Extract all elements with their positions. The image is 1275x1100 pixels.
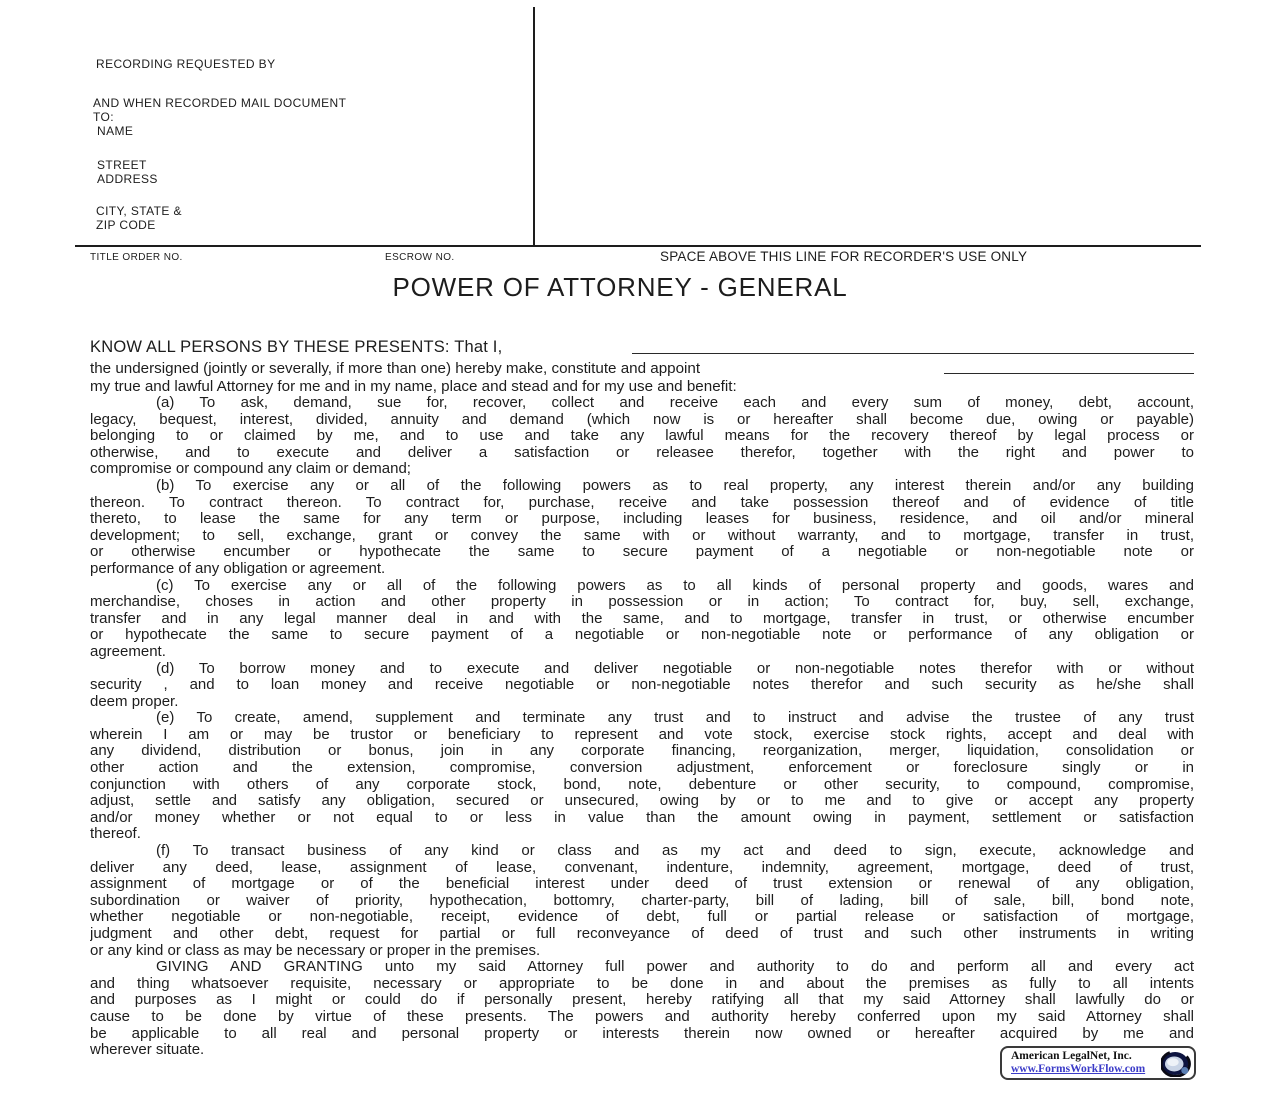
- recorder-use-only-notice: SPACE ABOVE THIS LINE FOR RECORDER'S USE ONLY: [660, 249, 1028, 264]
- opening-line-1: [90, 331, 1194, 357]
- vendor-badge-text: [1011, 1050, 1161, 1076]
- body-line: transfer and in any legal manner deal in and with the same, and to mortgage, transfer in trust, or otherwise encumber: [90, 610, 1194, 627]
- body-line: performance of any obligation or agreement.: [90, 560, 386, 577]
- body-line: or any kind or class as may be necessary or proper in the premises.: [90, 942, 541, 959]
- vendor-company-name: American LegalNet, Inc.: [1011, 1050, 1132, 1062]
- mail-document-to-label: [93, 97, 346, 124]
- body-line: thereto, to lease the same for any term or purpose, including leases for business, residence, and oil and/or mineral: [90, 511, 1194, 528]
- body-line: other action and the extension, compromise, conversion adjustment, enforcement or foreclosure singly or in: [90, 760, 1194, 777]
- body-line: GIVING AND GRANTING unto my said Attorney full power and authority to do and perform all and every act: [156, 959, 1194, 976]
- body-line: any dividend, distribution or bonus, join in any corporate financing, reorganization, merger, liquidation, consolidation or: [90, 743, 1194, 760]
- body-line: subordination or waiver of priority, hypothecation, bottomry, charter-party, bill of lading, bill of sale, bill, bond note,: [90, 892, 1194, 909]
- body-line: wherein I am or may be trustor or beneficiary to represent and vote stock, exercise stock rights, accept and deal with: [90, 726, 1194, 743]
- body-line: development; to sell, exchange, grant or convey the same with or without warranty, and to mortgage, transfer in trust,: [90, 527, 1194, 544]
- opening-line-2-text: the undersigned (jointly or severally, if more than one) hereby make, constitute and appoint: [90, 360, 701, 377]
- body-line: security , and to loan money and receive negotiable or non-negotiable notes therefor and such security as he/she shall: [90, 677, 1194, 694]
- body-line: thereon. To contract thereon. To contract for, purchase, receive and take possession thereof and of evidence of title: [90, 494, 1194, 511]
- city-state-zip-line1: CITY, STATE &: [96, 204, 182, 218]
- body-line: (b) To exercise any or all of the following powers as to real property, any interest therein and/or any building: [156, 477, 1194, 494]
- vendor-website-link[interactable]: www.FormsWorkFlow.com: [1011, 1063, 1146, 1075]
- body-line: and purposes as I might or could do if personally present, hereby ratifying all that my said Attorney shall lawfully do or: [90, 992, 1194, 1009]
- body-line: legacy, bequest, interest, divided, annuity and demand (which now is or hereafter shall become due, owing or payable): [90, 411, 1194, 428]
- mail-document-to-line2: TO:: [93, 109, 114, 124]
- name-label: NAME: [97, 124, 134, 138]
- body-line: belonging to or claimed by me, and to use and take any lawful means for the recovery thereof by legal process or: [90, 428, 1194, 445]
- globe-icon: [1161, 1050, 1191, 1077]
- body-paragraph-lines: [90, 395, 1194, 1059]
- street-address-line1: STREET: [97, 158, 147, 172]
- body-line: conjunction with others of any corporate stock, bond, note, debenture or other security, to compound, compromise,: [90, 776, 1194, 793]
- street-address-label: [97, 159, 158, 186]
- mail-document-to-line1: AND WHEN RECORDED MAIL DOCUMENT: [93, 96, 347, 110]
- body-line: and/or money whether or not equal to or less in value than the amount owing in payment, settlement or satisfaction: [90, 809, 1194, 826]
- body-line: deem proper.: [90, 693, 179, 710]
- body-line: (e) To create, amend, supplement and terminate any trust and to instruct and advise the trustee of any trust: [156, 710, 1194, 727]
- principal-name-blank: [632, 353, 1194, 354]
- attorney-name-blank: [944, 373, 1194, 374]
- street-address-line2: ADDRESS: [97, 171, 158, 186]
- opening-line-3: [90, 377, 1194, 395]
- body-line: otherwise, and to execute and deliver a satisfaction or releasee therefor, together with the right and power to: [90, 444, 1194, 461]
- body-line: be applicable to all real and personal property or interests therein now owned or hereafter acquired by me and: [90, 1025, 1194, 1042]
- opening-line-1-text: KNOW ALL PERSONS BY THESE PRESENTS: That I,: [90, 338, 503, 356]
- recorder-horizontal-rule: [75, 245, 1201, 247]
- body-line: and thing whatsoever requisite, necessary or appropriate to be done in and about the premises as fully to all intents: [90, 975, 1194, 992]
- body-line: wherever situate.: [90, 1042, 205, 1059]
- body-line: adjust, settle and satisfy any obligation, secured or unsecured, owing by or to me and to give or accept any property: [90, 793, 1194, 810]
- page-title: POWER OF ATTORNEY - GENERAL: [392, 272, 848, 302]
- body-line: or otherwise encumber or hypothecate the same to secure payment of a negotiable or non-negotiable note or: [90, 544, 1194, 561]
- recording-requested-by-label: RECORDING REQUESTED BY: [96, 57, 276, 71]
- body-line: cause to be done by virtue of these presents. The powers and authority hereby conferred upon my said Attorney shall: [90, 1008, 1194, 1025]
- title-order-no-label: TITLE ORDER NO.: [90, 252, 183, 263]
- body-line: merchandise, choses in action and other property in possession or in action; To contract for, buy, sell, exchange,: [90, 594, 1194, 611]
- body-line: (c) To exercise any or all of the following powers as to all kinds of personal property and goods, wares and: [156, 577, 1194, 594]
- body-line: (d) To borrow money and to execute and deliver negotiable or non-negotiable notes therefor with or without: [156, 660, 1194, 677]
- body-line: thereof.: [90, 826, 141, 843]
- document-body: [90, 331, 1194, 1059]
- body-line: judgment and other debt, request for partial or full reconveyance of deed of trust and such other instruments in writing: [90, 926, 1194, 942]
- opening-line-3-text: my true and lawful Attorney for me and in my name, place and stead and for my use and benefit:: [90, 378, 737, 395]
- city-state-zip-label: [96, 205, 182, 232]
- body-line: compromise or compound any claim or demand;: [90, 461, 411, 478]
- city-state-zip-line2: ZIP CODE: [96, 217, 156, 232]
- escrow-no-label: ESCROW NO.: [385, 252, 455, 263]
- opening-line-2: [90, 357, 1194, 377]
- vendor-badge: [1000, 1046, 1196, 1080]
- body-line: assignment of mortgage or of the beneficial interest under deed of trust extension or renewal of any obligation,: [90, 876, 1194, 893]
- recorder-vertical-divider: [533, 7, 535, 245]
- body-line: or hypothecate the same to secure payment of a negotiable or non-negotiable note or performance of any obligation or: [90, 627, 1194, 644]
- body-line: whether negotiable or non-negotiable, receipt, evidence of debt, full or partial release or satisfaction of mortgage,: [90, 909, 1194, 926]
- body-line: (f) To transact business of any kind or class and as my act and deed to sign, execute, acknowledge and: [156, 843, 1194, 860]
- body-line: deliver any deed, lease, assignment of lease, convenant, indenture, indemnity, agreement, mortgage, deed of trust,: [90, 859, 1194, 876]
- body-line: agreement.: [90, 643, 166, 660]
- body-line: (a) To ask, demand, sue for, recover, collect and receive each and every sum of money, debt, account,: [156, 395, 1194, 411]
